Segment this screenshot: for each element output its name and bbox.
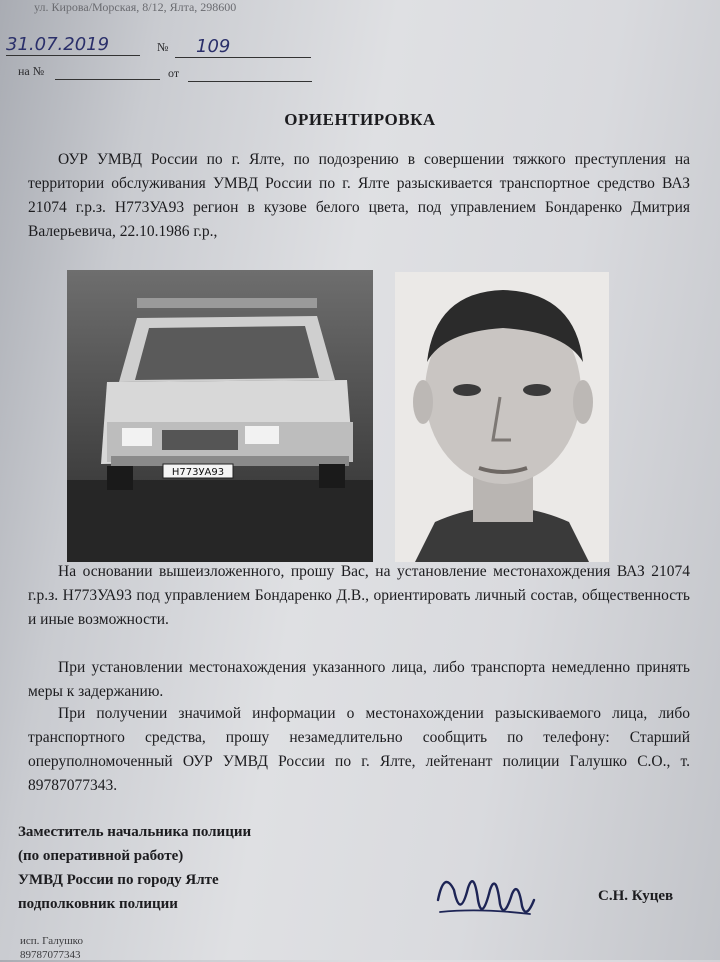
signatory-name: С.Н. Куцев	[598, 888, 674, 904]
handwritten-signature-icon	[430, 860, 540, 930]
number-handwritten: 109	[196, 36, 231, 57]
signatory-line-1: Заместитель начальника полиции	[18, 824, 252, 840]
date-handwritten: 31.07.2019	[6, 34, 110, 55]
signatory-line-2: (по оперативной работе)	[18, 848, 184, 864]
date-underline	[6, 55, 140, 56]
header-address: ул. Кирова/Морская, 8/12, Ялта, 298600	[34, 0, 237, 14]
car-image-icon	[67, 270, 373, 562]
paragraph-3: При установлении местонахождения указанного лица, либо транспорта немедленно принять меры к задержанию.	[28, 659, 690, 700]
suspect-photo	[395, 272, 609, 562]
paragraph-2: На основании вышеизложенного, прошу Вас, на установление местонахождения ВАЗ 21074 г.р.з. Н773УА93 под управлением Бондаренко Д.В., ориентировать личный состав, общественность и иные возможности.	[28, 563, 690, 628]
from-label: от	[168, 66, 180, 80]
executor-name: исп. Галушко	[20, 935, 83, 947]
paragraph-1: ОУР УМВД России по г. Ялте, по подозрению в совершении тяжкого преступления на территории обслуживания УМВД России по г. Ялте разыскивается транспортное средство ВАЗ 21074 г.р.з. Н773УА93 регион в кузове белого цвета, под управлением Бондаренко Дмитрия Валерьевича, 22.10.1986 г.р.,	[28, 151, 690, 240]
from-underline	[188, 81, 312, 82]
number-label: №	[157, 40, 169, 54]
car-plate-text: Н773УА93	[171, 467, 225, 478]
executor-footer	[20, 934, 83, 962]
signatory-title-block	[18, 820, 251, 916]
number-underline	[175, 57, 311, 58]
ref-label: на №	[18, 64, 45, 78]
signatory-line-4: подполковник полиции	[18, 896, 178, 912]
signatory-line-3: УМВД России по городу Ялте	[18, 872, 219, 888]
executor-phone: 89787077343	[20, 949, 81, 961]
ref-underline	[55, 79, 160, 80]
suspect-portrait-icon	[395, 272, 609, 562]
car-photo	[67, 270, 373, 562]
paragraph-4: При получении значимой информации о местонахождении разыскиваемого лица, либо транспортного средства, прошу незамедлительно сообщить по телефону: Старший оперуполномоченный ОУР УМВД России по г. Ялте, лейтенант полиции Галушко С.О., т. 89787077343.	[28, 705, 690, 794]
document-title: ОРИЕНТИРОВКА	[284, 110, 436, 129]
